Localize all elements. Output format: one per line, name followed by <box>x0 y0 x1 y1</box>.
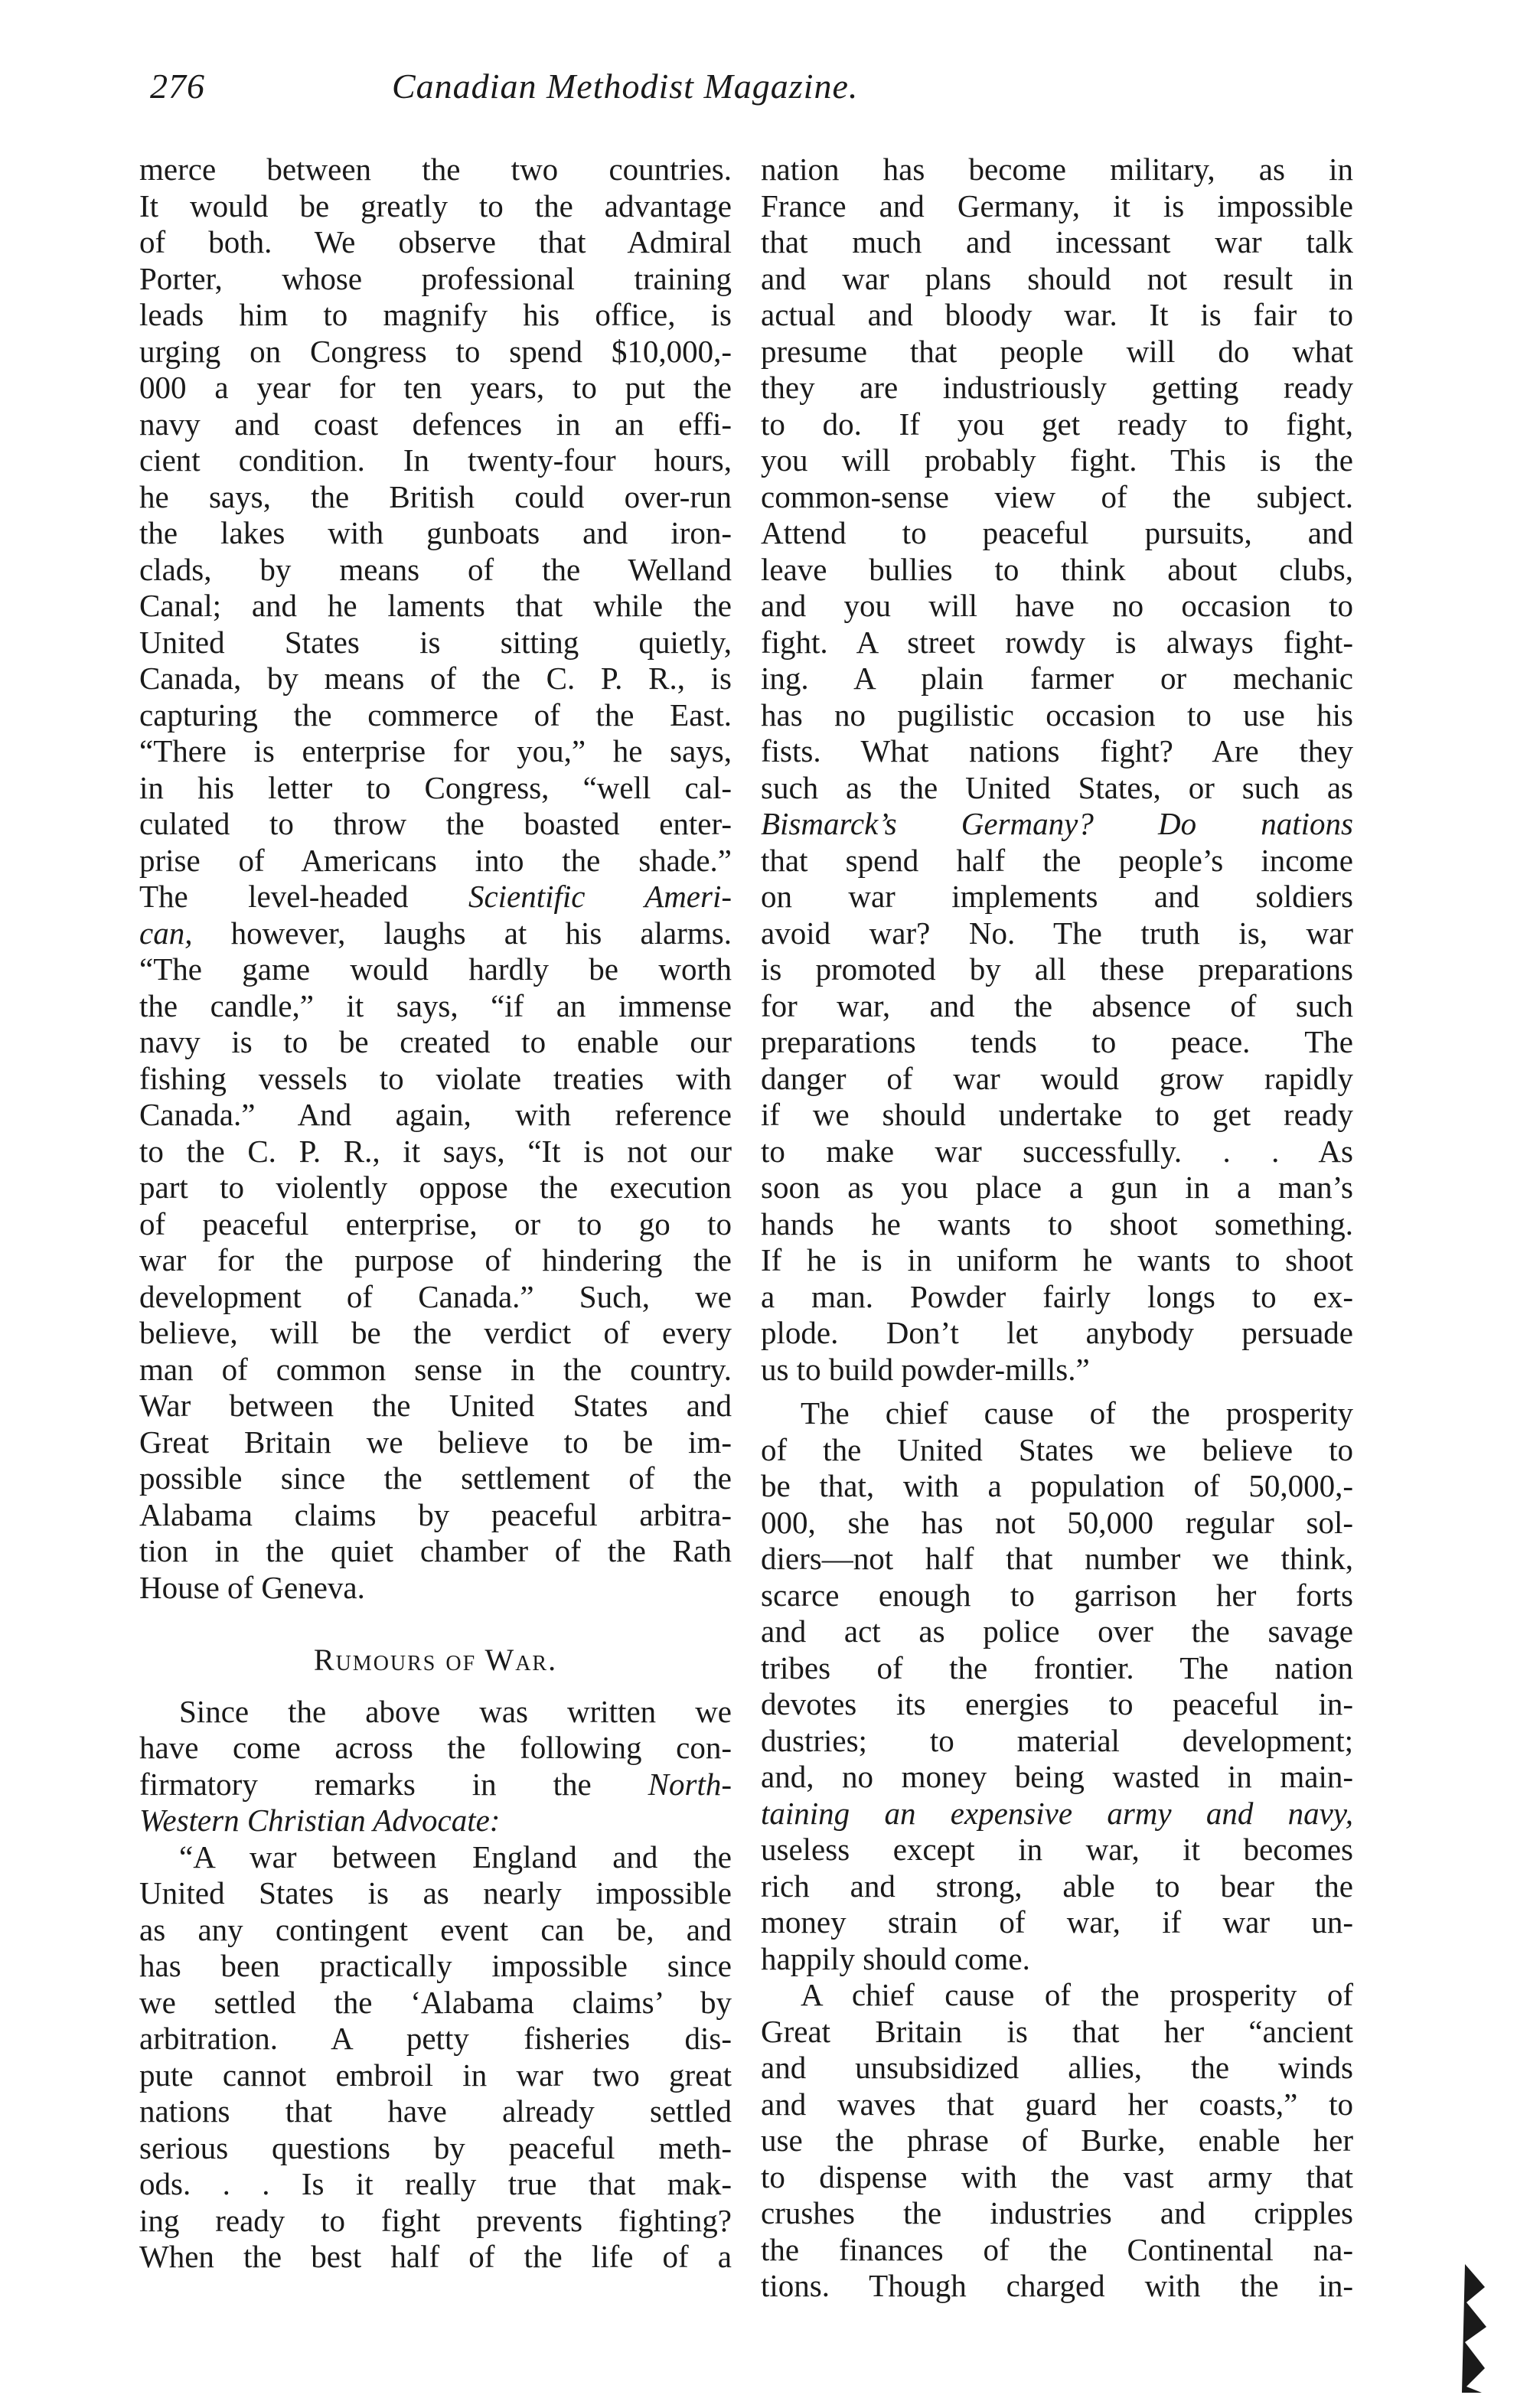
text-line: a man. Powder fairly longs to ex- <box>761 1278 1353 1314</box>
text-line: of peaceful enterprise, or to go to <box>139 1206 732 1242</box>
text-line: soon as you place a gun in a man’s <box>761 1170 1353 1205</box>
text-line: devotes its energies to peaceful in- <box>761 1686 1353 1721</box>
text-line: When the best half of the life of a <box>139 2239 732 2274</box>
text-line: capturing the commerce of the East. <box>139 697 732 733</box>
text-line: France and Germany, it is impossible <box>761 188 1353 224</box>
text-line: rich and strong, able to bear the <box>761 1868 1353 1904</box>
text-line: United States is as nearly impossible <box>139 1875 732 1910</box>
text-line: War between the United States and <box>139 1388 732 1423</box>
text-line: if we should undertake to get ready <box>761 1097 1353 1132</box>
text-line: merce between the two countries. <box>139 152 732 187</box>
text-line: “A war between England and the <box>179 1839 732 1875</box>
text-line: common-sense view of the subject. <box>761 478 1353 514</box>
text-line: prise of Americans into the shade.” <box>139 842 732 878</box>
running-title: Canadian Methodist Magazine. <box>392 67 859 106</box>
text-line: If he is in uniform he wants to shoot <box>761 1242 1353 1277</box>
text-line-mixed <box>139 879 732 915</box>
text-line: of the United States we believe to <box>761 1431 1353 1467</box>
text-line: nation has become military, as in <box>761 152 1353 187</box>
left-column <box>139 152 732 2276</box>
text-line: to dispense with the vast army that <box>761 2158 1353 2194</box>
text-line: ods. . . Is it really true that mak- <box>139 2166 732 2201</box>
text-line: man of common sense in the country. <box>139 1351 732 1387</box>
right-paragraph-3 <box>761 1977 1353 2305</box>
text-line: on war implements and soldiers <box>761 879 1353 914</box>
right-column <box>761 152 1353 2305</box>
text-run: however, laughs at his alarms. <box>192 915 732 951</box>
text-line: plode. Don’t let anybody persuade <box>761 1315 1353 1350</box>
text-line: dustries; to material development; <box>761 1722 1353 1758</box>
text-line: scarce enough to garrison her forts <box>761 1577 1353 1613</box>
text-line: is promoted by all these preparations <box>761 951 1353 987</box>
text-line: and waves that guard her coasts,” to <box>761 2086 1353 2122</box>
text-line: us to build powder-mills.” <box>761 1351 1090 1387</box>
left-paragraph-2 <box>139 1694 732 1839</box>
paragraph-gap <box>761 1388 1353 1395</box>
text-line: fight. A street rowdy is always fight- <box>761 624 1353 660</box>
text-line: money strain of war, if war un- <box>761 1904 1353 1940</box>
text-line: you will probably fight. This is the <box>761 442 1353 478</box>
text-line: leave bullies to think about clubs, <box>761 551 1353 587</box>
text-line: The chief cause of the prosperity <box>801 1395 1353 1431</box>
text-line: clads, by means of the Welland <box>139 551 732 587</box>
text-line: happily should come. <box>761 1940 1030 1976</box>
text-line: has been practically impossible since <box>139 1948 732 1983</box>
text-line: cient condition. In twenty-four hours, <box>139 442 732 478</box>
text-line: they are industriously getting ready <box>761 370 1353 405</box>
text-line: It would be greatly to the advantage <box>139 188 732 224</box>
text-line: the lakes with gunboats and iron- <box>139 515 732 550</box>
page-number: 276 <box>150 67 205 106</box>
text-line: serious questions by peaceful meth- <box>139 2129 732 2165</box>
text-line: culated to throw the boasted enter- <box>139 806 732 841</box>
periodical-title: North- <box>648 1766 732 1802</box>
text-line: of both. We observe that Admiral <box>139 224 732 259</box>
text-line: possible since the settlement of the <box>139 1460 732 1496</box>
text-line: to do. If you get ready to fight, <box>761 406 1353 442</box>
text-run: The level-headed <box>139 879 409 914</box>
text-line: Porter, whose professional training <box>139 260 732 296</box>
text-line: the finances of the Continental na- <box>761 2231 1353 2267</box>
text-line: A chief cause of the prosperity of <box>801 1977 1353 2012</box>
text-line: be that, with a population of 50,000,- <box>761 1468 1353 1503</box>
text-line: leads him to magnify his office, is <box>139 297 732 332</box>
periodical-title-cont: Western Christian Advocate: <box>139 1803 501 1838</box>
text-line: useless except in war, it becomes <box>761 1832 1353 1867</box>
periodical-title: Scientific Ameri- <box>468 879 732 914</box>
text-line: Great Britain we believe to be im- <box>139 1424 732 1460</box>
right-paragraph-2 <box>761 1395 1353 1977</box>
text-line: 000, she has not 50,000 regular sol- <box>761 1504 1353 1540</box>
text-line: war for the purpose of hindering the <box>139 1242 732 1277</box>
text-line: part to violently oppose the execution <box>139 1170 732 1205</box>
text-line: navy and coast defences in an effi- <box>139 406 732 442</box>
text-line: and war plans should not result in <box>761 260 1353 296</box>
text-line: diers—not half that number we think, <box>761 1541 1353 1576</box>
text-line: actual and bloody war. It is fair to <box>761 297 1353 332</box>
text-line: has no pugilistic occasion to use his <box>761 697 1353 733</box>
text-line: to the C. P. R., it says, “It is not our <box>139 1133 732 1169</box>
text-line: ing ready to fight prevents fighting? <box>139 2202 732 2238</box>
text-line: and, no money being wasted in main- <box>761 1759 1353 1794</box>
text-line: Canada.” And again, with reference <box>139 1097 732 1132</box>
section-heading: Rumours of War. <box>313 1643 558 1677</box>
text-line-italic: taining an expensive army and navy, <box>761 1795 1353 1831</box>
text-line: Great Britain is that her “ancient <box>761 2013 1353 2049</box>
text-line: the candle,” it says, “if an immense <box>139 987 732 1023</box>
text-line: House of Geneva. <box>139 1569 365 1605</box>
text-line: such as the United States, or such as <box>761 769 1353 805</box>
text-line: Alabama claims by peaceful arbitra- <box>139 1496 732 1532</box>
text-line: that spend half the people’s income <box>761 842 1353 878</box>
text-line: “There is enterprise for you,” he says, <box>139 733 732 768</box>
text-line: use the phrase of Burke, enable her <box>761 2122 1353 2158</box>
text-line: and unsubsidized allies, the winds <box>761 2050 1353 2085</box>
text-line: danger of war would grow rapidly <box>761 1060 1353 1096</box>
left-paragraph-3 <box>139 1839 732 2276</box>
text-run: firmatory remarks in the <box>139 1766 592 1802</box>
text-line: he says, the British could over-run <box>139 478 732 514</box>
text-line: 000 a year for ten years, to put the <box>139 370 732 405</box>
text-line: hands he wants to shoot something. <box>761 1206 1353 1242</box>
text-line: nations that have already settled <box>139 2093 732 2129</box>
text-line: presume that people will do what <box>761 333 1353 369</box>
text-line: fists. What nations fight? Are they <box>761 733 1353 768</box>
text-line: and act as police over the savage <box>761 1613 1353 1649</box>
text-line: tribes of the frontier. The nation <box>761 1649 1353 1685</box>
text-line: fishing vessels to violate treaties with <box>139 1060 732 1096</box>
text-line-mixed <box>139 1767 732 1803</box>
text-line: arbitration. A petty fisheries dis- <box>139 2021 732 2056</box>
text-line: urging on Congress to spend $10,000,- <box>139 333 732 369</box>
left-paragraph-1 <box>139 152 732 1606</box>
text-line: development of Canada.” Such, we <box>139 1278 732 1314</box>
text-line: crushes the industries and cripples <box>761 2195 1353 2230</box>
text-line: have come across the following con- <box>139 1730 732 1765</box>
text-line: Since the above was written we <box>179 1693 732 1729</box>
text-line-italic: Bismarck’s Germany? Do nations <box>761 806 1353 841</box>
text-line: tion in the quiet chamber of the Rath <box>139 1533 732 1568</box>
text-line: that much and incessant war talk <box>761 224 1353 259</box>
text-line: for war, and the absence of such <box>761 987 1353 1023</box>
text-line: we settled the ‘Alabama claims’ by <box>139 1984 732 2020</box>
text-line: pute cannot embroil in war two great <box>139 2057 732 2093</box>
text-line: “The game would hardly be worth <box>139 951 732 987</box>
text-line: Canal; and he laments that while the <box>139 588 732 623</box>
margin-print-mark <box>1459 2256 1489 2394</box>
periodical-title-cont: can, <box>139 915 193 951</box>
text-line: and you will have no occasion to <box>761 588 1353 623</box>
text-line: to make war successfully. . . As <box>761 1133 1353 1169</box>
text-line: avoid war? No. The truth is, war <box>761 915 1353 951</box>
text-line: as any contingent event can be, and <box>139 1911 732 1947</box>
text-line: Attend to peaceful pursuits, and <box>761 515 1353 550</box>
text-line: United States is sitting quietly, <box>139 624 732 660</box>
text-line: navy is to be created to enable our <box>139 1024 732 1059</box>
text-line: ing. A plain farmer or mechanic <box>761 661 1353 696</box>
text-line: tions. Though charged with the in- <box>761 2268 1353 2303</box>
text-line: in his letter to Congress, “well cal- <box>139 769 732 805</box>
text-line: believe, will be the verdict of every <box>139 1315 732 1350</box>
text-line: preparations tends to peace. The <box>761 1024 1353 1059</box>
text-line-mixed <box>139 915 732 952</box>
right-paragraph-1 <box>761 152 1353 1388</box>
text-line: Canada, by means of the C. P. R., is <box>139 661 732 696</box>
page-header <box>150 66 1068 119</box>
